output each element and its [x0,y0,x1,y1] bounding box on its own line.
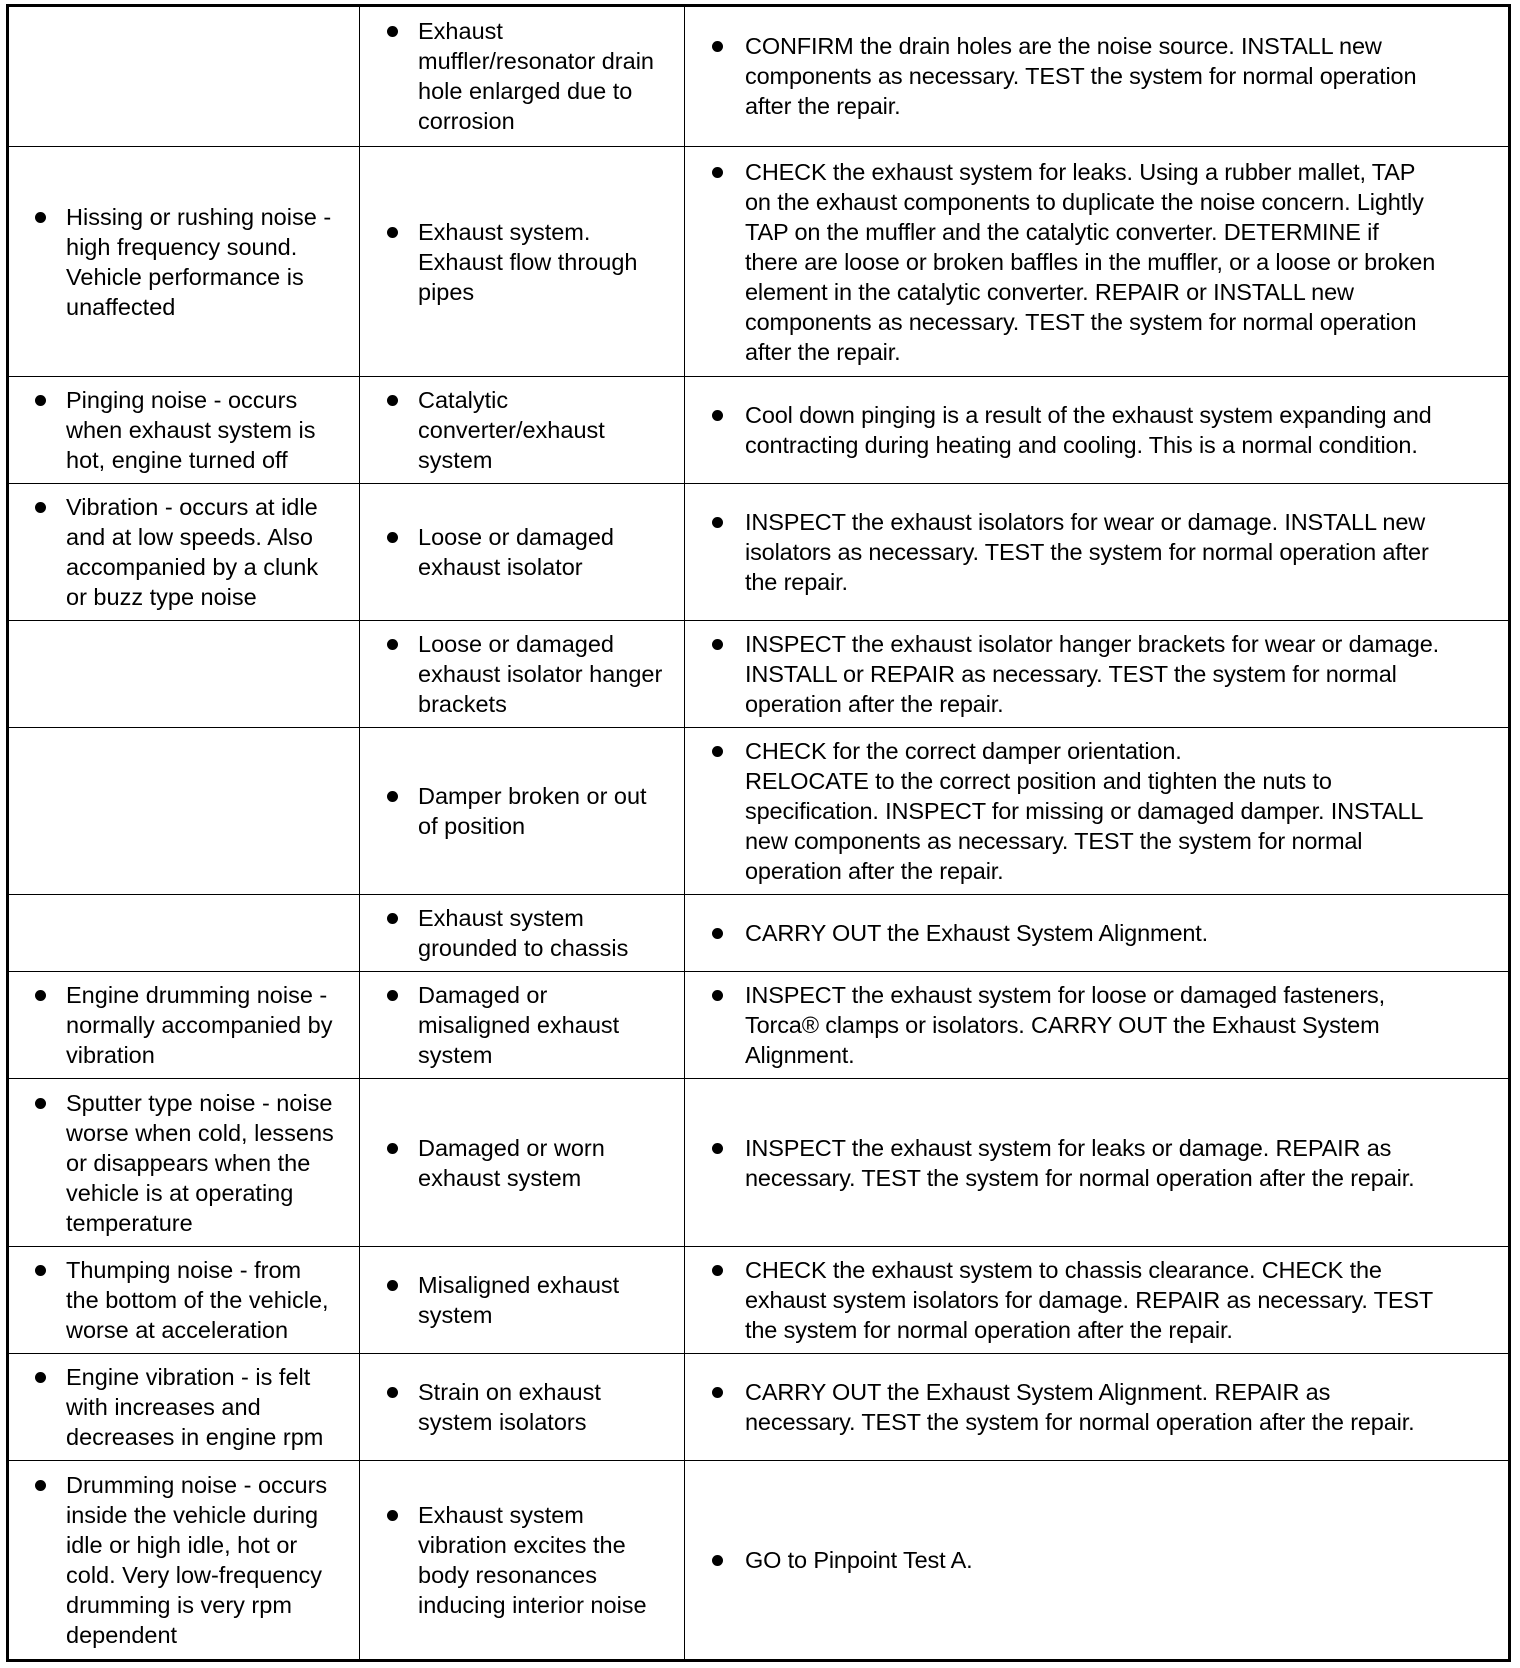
bulleted-item [685,980,1502,1070]
table-row [8,484,1510,621]
action-cell [685,728,1510,895]
bulleted-item [360,1500,678,1620]
action-cell [685,1079,1510,1246]
possible-source-cell [360,146,685,376]
bullet-icon [387,990,398,1001]
bulleted-item [9,1088,353,1238]
bullet-icon [387,1510,398,1521]
bullet-icon [35,1372,46,1383]
action-cell-text: INSPECT the exhaust system for leaks or damage. REPAIR as necessary. TEST the system for normal operation after the repair. [745,1134,1415,1191]
possible-source-cell-text: Damper broken or out of position [418,783,647,840]
action-cell [685,484,1510,621]
table-row [8,621,1510,728]
bullet-icon [712,1265,723,1276]
possible-source-cell [360,1353,685,1460]
symptom-cell [8,377,360,484]
symptom-cell-text: Sputter type noise - noise worse when cold, lessens or disappears when the vehicle is at operating temperature [66,1089,334,1236]
possible-source-cell [360,377,685,484]
possible-source-cell-text: Exhaust system vibration excites the body resonances inducing interior noise [418,1502,647,1619]
bullet-icon [35,1098,46,1109]
possible-source-cell [360,484,685,621]
possible-source-cell [360,895,685,972]
possible-source-cell [360,1246,685,1353]
bullet-icon [387,26,398,37]
table-row [8,377,1510,484]
symptom-cell-text: Pinging noise - occurs when exhaust system is hot, engine turned off [66,387,316,474]
bullet-icon [387,639,398,650]
bulleted-item [685,1255,1502,1345]
bullet-icon [387,1280,398,1291]
action-cell-text: CARRY OUT the Exhaust System Alignment. REPAIR as necessary. TEST the system for normal operation after the repair. [745,1378,1415,1435]
possible-source-cell-text: Loose or damaged exhaust isolator [418,524,614,581]
symptom-cell [8,1246,360,1353]
bulleted-item [9,202,353,322]
symptom-cell-text: Hissing or rushing noise - high frequency sound. Vehicle performance is unaffected [66,203,332,320]
bullet-icon [712,990,723,1001]
action-cell [685,377,1510,484]
bullet-icon [35,1480,46,1491]
action-cell [685,621,1510,728]
bulleted-item [360,1270,678,1330]
symptom-cell [8,895,360,972]
action-cell-text: Cool down pinging is a result of the exhaust system expanding and contracting during heating and cooling. This is a normal condition. [745,402,1432,459]
possible-source-cell-text: Loose or damaged exhaust isolator hanger brackets [418,631,663,718]
action-cell-text: CONFIRM the drain holes are the noise source. INSTALL new components as necessary. TEST the system for normal operation after the repair. [745,33,1417,120]
symptom-cell-text: Engine drumming noise - normally accompanied by vibration [66,982,333,1069]
bullet-icon [712,746,723,757]
bullet-icon [35,990,46,1001]
bulleted-item [9,492,353,612]
possible-source-cell-text: Exhaust system. Exhaust flow through pipes [418,218,638,305]
possible-source-cell [360,728,685,895]
bulleted-item [685,400,1502,460]
possible-source-cell [360,621,685,728]
bullet-icon [712,1555,723,1566]
possible-source-cell [360,972,685,1079]
bullet-icon [712,410,723,421]
bulleted-item [685,31,1502,121]
bulleted-item [360,522,678,582]
bullet-icon [387,532,398,543]
bulleted-item [685,1133,1502,1193]
action-cell-text: GO to Pinpoint Test A. [745,1547,973,1574]
table-row [8,1353,1510,1460]
table-row [8,728,1510,895]
possible-source-cell-text: Exhaust system grounded to chassis [418,905,629,962]
action-cell [685,895,1510,972]
diagnosis-table-body [8,6,1510,1661]
bullet-icon [712,517,723,528]
bulleted-item [685,1545,1502,1575]
bulleted-item [360,217,678,307]
possible-source-cell-text: Damaged or worn exhaust system [418,1134,605,1191]
bullet-icon [712,928,723,939]
action-cell-text: INSPECT the exhaust isolator hanger brackets for wear or damage. INSTALL or REPAIR as necessary. TEST the system for normal operation after the repair. [745,631,1440,718]
bulleted-item [360,16,678,136]
bullet-icon [35,212,46,223]
bulleted-item [9,385,353,475]
bulleted-item [9,980,353,1070]
symptom-cell [8,621,360,728]
table-row [8,1461,1510,1661]
possible-source-cell-text: Strain on exhaust system isolators [418,1378,601,1435]
bulleted-item [9,1362,353,1452]
bullet-icon [387,1387,398,1398]
bulleted-item [360,903,678,963]
symptom-cell-text: Engine vibration - is felt with increases and decreases in engine rpm [66,1363,324,1450]
action-cell-text: INSPECT the exhaust system for loose or damaged fasteners, Torca® clamps or isolators. CARRY OUT the Exhaust System Alignment. [745,982,1386,1069]
symptom-cell-text: Drumming noise - occurs inside the vehicle during idle or high idle, hot or cold. Very low-frequency drumming is very rpm dependent [66,1472,328,1649]
bullet-icon [387,791,398,802]
bullet-icon [712,1387,723,1398]
action-cell-text: CHECK the exhaust system for leaks. Using a rubber mallet, TAP on the exhaust components to duplicate the noise concern. Lightly TAP on the muffler and the catalytic converter. DETERMINE if there are loose or broken baffles in the muffler, or a loose or broken element in the catalytic converter. REPAIR or INSTALL new components as necessary. TEST the system for normal operation after the repair. [745,158,1436,365]
action-cell-text: CHECK the exhaust system to chassis clearance. CHECK the exhaust system isolators for damage. REPAIR as necessary. TEST the system for normal operation after the repair. [745,1256,1434,1343]
bulleted-item [9,1255,353,1345]
bullet-icon [712,639,723,650]
bulleted-item [360,1133,678,1193]
bullet-icon [387,395,398,406]
bullet-icon [712,167,723,178]
table-row [8,1079,1510,1246]
symptom-cell [8,1353,360,1460]
possible-source-cell-text: Catalytic converter/exhaust system [418,387,605,474]
table-row [8,146,1510,376]
symptom-cell-text: Vibration - occurs at idle and at low speeds. Also accompanied by a clunk or buzz type noise [66,494,319,611]
action-cell [685,972,1510,1079]
possible-source-cell [360,1079,685,1246]
symptom-cell [8,6,360,147]
symptom-cell [8,1079,360,1246]
bulleted-item [360,629,678,719]
symptom-cell [8,1461,360,1661]
diagnosis-table [6,4,1511,1662]
action-cell-text: CARRY OUT the Exhaust System Alignment. [745,920,1209,947]
bullet-icon [712,41,723,52]
bullet-icon [387,1143,398,1154]
possible-source-cell [360,6,685,147]
possible-source-cell-text: Damaged or misaligned exhaust system [418,982,620,1069]
bullet-icon [387,913,398,924]
action-cell-text: CHECK for the correct damper orientation. RELOCATE to the correct position and tighten the nuts to specification. INSPECT for missing or damaged damper. INSTALL new components as necessary. TEST the system for normal operation after the repair. [745,738,1424,885]
bullet-icon [35,502,46,513]
bulleted-item [360,385,678,475]
possible-source-cell-text: Exhaust muffler/resonator drain hole enlarged due to corrosion [418,18,654,135]
table-row [8,1246,1510,1353]
bullet-icon [35,1265,46,1276]
table-row [8,6,1510,147]
table-row [8,972,1510,1079]
symptom-cell [8,484,360,621]
bulleted-item [685,1377,1502,1437]
action-cell [685,146,1510,376]
bulleted-item [685,629,1502,719]
bulleted-item [685,918,1502,948]
action-cell [685,1353,1510,1460]
action-cell [685,1246,1510,1353]
possible-source-cell-text: Misaligned exhaust system [418,1271,620,1328]
symptom-cell [8,972,360,1079]
symptom-cell [8,728,360,895]
bulleted-item [360,1377,678,1437]
bullet-icon [387,227,398,238]
possible-source-cell [360,1461,685,1661]
bulleted-item [685,157,1502,367]
bullet-icon [35,395,46,406]
bulleted-item [360,781,678,841]
bulleted-item [685,736,1502,886]
action-cell [685,6,1510,147]
bulleted-item [685,507,1502,597]
symptom-cell [8,146,360,376]
action-cell-text: INSPECT the exhaust isolators for wear or damage. INSTALL new isolators as necessary. TEST the system for normal operation after the repair. [745,509,1429,596]
action-cell [685,1461,1510,1661]
table-row [8,895,1510,972]
bullet-icon [712,1143,723,1154]
bulleted-item [360,980,678,1070]
bulleted-item [9,1470,353,1650]
symptom-cell-text: Thumping noise - from the bottom of the vehicle, worse at acceleration [66,1256,329,1343]
